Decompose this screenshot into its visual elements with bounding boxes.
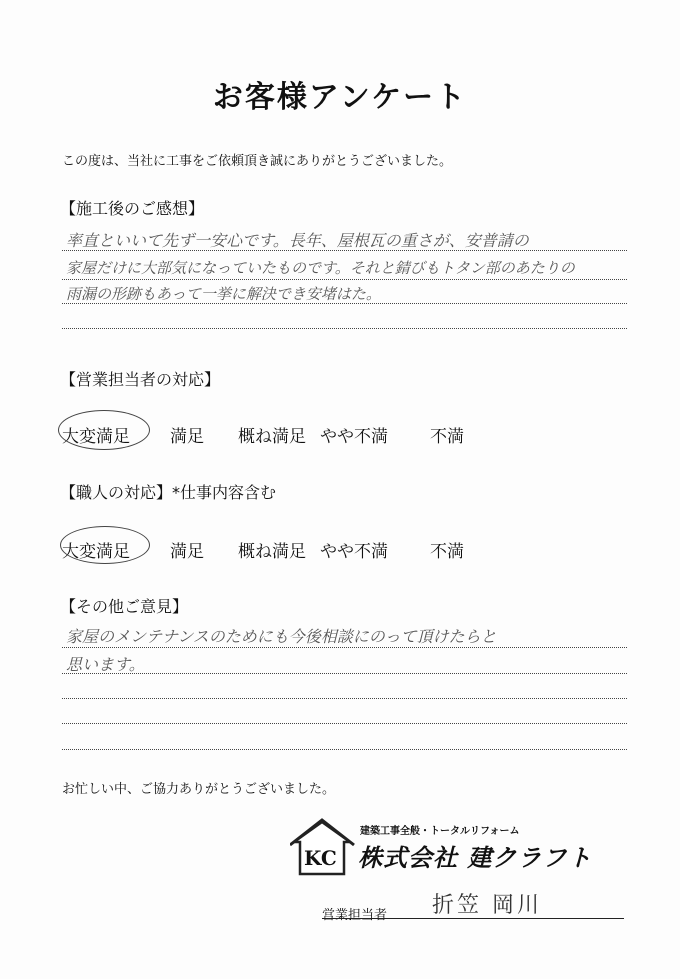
sales-rep-signature: 折笠 岡川 — [432, 893, 542, 918]
ruled-line — [62, 749, 627, 750]
sales-option-somewhat-dissatisfied[interactable]: やや不満 — [320, 427, 388, 447]
craftsman-option-somewhat-dissatisfied[interactable]: やや不満 — [320, 542, 388, 562]
intro-text: この度は、当社に工事をご依頼頂き誠にありがとうございました。 — [62, 154, 453, 169]
ruled-line — [62, 647, 627, 648]
page-title: お客様アンケート — [212, 80, 468, 115]
craftsman-option-very-satisfied[interactable]: 大変満足 — [62, 542, 130, 562]
sales-option-very-satisfied[interactable]: 大変満足 — [62, 427, 130, 447]
selected-circle-mark — [58, 410, 150, 450]
sales-option-mostly-satisfied[interactable]: 概ね満足 — [238, 427, 306, 447]
sales-option-satisfied[interactable]: 満足 — [170, 427, 204, 447]
impressions-line: 家屋だけに大部気になっていたものです。それと錆びもトタン部のあたりの — [66, 259, 575, 277]
sales-option-dissatisfied[interactable]: 不満 — [430, 427, 464, 447]
ruled-line — [62, 673, 627, 674]
craftsman-option-satisfied[interactable]: 満足 — [170, 542, 204, 562]
company-name: 株式会社 建クラフト — [358, 844, 593, 872]
other-line: 思います。 — [66, 655, 145, 674]
sales-rep-label: 営業担当者 — [322, 908, 388, 923]
impressions-heading: 【施工後のご感想】 — [60, 199, 205, 218]
selected-circle-mark — [60, 526, 150, 564]
ruled-line — [62, 698, 627, 699]
impressions-line: 雨漏の形跡もあって一挙に解決でき安堵はた。 — [66, 285, 381, 303]
ruled-line — [62, 723, 627, 724]
craftsman-option-dissatisfied[interactable]: 不満 — [430, 542, 464, 562]
craftsman-heading — [60, 480, 276, 503]
craftsman-heading-note: *仕事内容含む — [172, 483, 277, 502]
ruled-line — [62, 279, 627, 280]
sales-heading: 【営業担当者の対応】 — [60, 370, 221, 389]
other-line: 家屋のメンテナンスのためにも今後相談にのって頂けたらと — [66, 627, 497, 646]
craftsman-option-mostly-satisfied[interactable]: 概ね満足 — [238, 542, 306, 562]
other-heading: 【その他ご意見】 — [60, 597, 189, 616]
logo-mark: KC — [304, 846, 337, 870]
company-stamp — [290, 818, 620, 878]
company-tagline: 建築工事全般・トータルリフォーム — [360, 826, 520, 837]
signature-line — [322, 918, 624, 919]
ruled-line — [62, 328, 627, 329]
closing-text: お忙しい中、ご協力ありがとうございました。 — [62, 782, 336, 797]
craftsman-heading-label: 【職人の対応】 — [60, 483, 173, 502]
impressions-line: 率直といいて先ず一安心です。長年、屋根瓦の重さが、安普請の — [66, 231, 529, 250]
